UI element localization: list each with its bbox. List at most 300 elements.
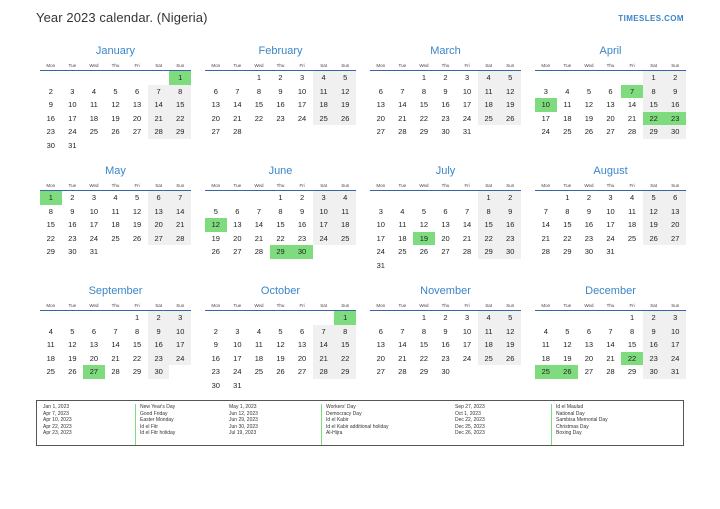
day-cell[interactable]: 12 — [499, 325, 521, 339]
day-cell[interactable]: 18 — [334, 218, 356, 232]
holiday-day-cell[interactable]: 10 — [535, 98, 557, 112]
day-cell[interactable]: 13 — [441, 220, 450, 229]
day-cell[interactable]: 21 — [462, 233, 472, 243]
day-cell[interactable]: 8 — [421, 86, 426, 96]
day-cell[interactable]: 24 — [664, 352, 686, 366]
day-cell[interactable]: 20 — [148, 218, 170, 232]
day-cell[interactable]: 13 — [211, 100, 220, 109]
day-cell[interactable]: 6 — [235, 206, 240, 216]
day-cell[interactable]: 15 — [334, 338, 356, 352]
day-cell[interactable]: 13 — [606, 100, 615, 109]
day-cell[interactable]: 7 — [608, 326, 613, 336]
day-cell[interactable]: 26 — [211, 247, 220, 256]
day-cell[interactable]: 9 — [213, 340, 218, 349]
day-cell[interactable]: 2 — [443, 73, 448, 82]
day-cell[interactable]: 2 — [278, 73, 283, 82]
holiday-day-cell[interactable]: 1 — [334, 311, 356, 325]
day-cell[interactable]: 24 — [68, 127, 77, 136]
day-cell[interactable]: 25 — [313, 112, 335, 126]
day-cell[interactable]: 16 — [211, 353, 220, 363]
day-cell[interactable]: 11 — [255, 340, 263, 349]
day-cell[interactable]: 12 — [68, 340, 77, 349]
day-cell[interactable]: 24 — [313, 232, 335, 246]
day-cell[interactable]: 1 — [629, 313, 635, 322]
day-cell[interactable]: 29 — [169, 125, 191, 139]
day-cell[interactable]: 17 — [297, 100, 307, 109]
holiday-day-cell[interactable]: 22 — [643, 112, 665, 126]
day-cell[interactable]: 31 — [233, 380, 242, 390]
day-cell[interactable]: 30 — [664, 125, 686, 139]
day-cell[interactable]: 2 — [70, 193, 75, 202]
day-cell[interactable]: 27 — [148, 232, 170, 246]
day-cell[interactable]: 30 — [68, 247, 77, 256]
day-cell[interactable]: 15 — [46, 220, 55, 229]
day-cell[interactable]: 18 — [313, 98, 335, 112]
day-cell[interactable]: 6 — [213, 86, 218, 96]
day-cell[interactable]: 11 — [90, 100, 98, 109]
day-cell[interactable]: 20 — [606, 113, 615, 123]
day-cell[interactable]: 29 — [132, 367, 142, 376]
day-cell[interactable]: 3 — [378, 206, 383, 216]
day-cell[interactable]: 13 — [376, 340, 385, 349]
day-cell[interactable]: 10 — [462, 86, 472, 96]
day-cell[interactable]: 9 — [299, 206, 305, 216]
day-cell[interactable]: 21 — [169, 218, 191, 232]
day-cell[interactable]: 19 — [132, 220, 142, 229]
day-cell[interactable]: 24 — [462, 353, 472, 363]
day-cell[interactable]: 27 — [664, 232, 686, 246]
day-cell[interactable]: 27 — [441, 247, 450, 256]
day-cell[interactable]: 21 — [148, 112, 170, 126]
day-cell[interactable]: 25 — [89, 127, 99, 136]
day-cell[interactable]: 31 — [376, 260, 385, 270]
day-cell[interactable]: 19 — [111, 113, 120, 123]
day-cell[interactable]: 24 — [462, 113, 472, 123]
day-cell[interactable]: 16 — [643, 338, 665, 352]
day-cell[interactable]: 30 — [211, 380, 220, 390]
day-cell[interactable]: 18 — [111, 220, 120, 229]
day-cell[interactable]: 29 — [643, 125, 665, 139]
day-cell[interactable]: 3 — [464, 313, 470, 322]
day-cell[interactable]: 20 — [233, 233, 242, 243]
day-cell[interactable]: 12 — [499, 85, 521, 99]
day-cell[interactable]: 29 — [46, 247, 55, 256]
day-cell[interactable]: 16 — [276, 100, 285, 109]
day-cell[interactable]: 13 — [148, 205, 170, 219]
day-cell[interactable]: 21 — [313, 352, 335, 366]
day-cell[interactable]: 24 — [89, 233, 99, 243]
day-cell[interactable]: 21 — [627, 113, 637, 123]
day-cell[interactable]: 5 — [421, 206, 426, 216]
day-cell[interactable]: 23 — [46, 127, 55, 136]
day-cell[interactable]: 24 — [541, 127, 550, 136]
day-cell[interactable]: 13 — [233, 220, 242, 229]
day-cell[interactable]: 12 — [276, 340, 285, 349]
day-cell[interactable]: 19 — [276, 353, 285, 363]
day-cell[interactable]: 25 — [46, 367, 55, 376]
day-cell[interactable]: 14 — [541, 220, 550, 229]
day-cell[interactable]: 7 — [400, 86, 405, 96]
day-cell[interactable]: 20 — [584, 353, 594, 363]
day-cell[interactable]: 29 — [563, 247, 572, 256]
day-cell[interactable]: 20 — [376, 353, 385, 363]
day-cell[interactable]: 3 — [313, 191, 335, 205]
day-cell[interactable]: 17 — [541, 113, 550, 123]
day-cell[interactable]: 6 — [299, 326, 305, 336]
day-cell[interactable]: 29 — [419, 127, 429, 136]
day-cell[interactable]: 7 — [113, 326, 118, 336]
day-cell[interactable]: 5 — [134, 193, 140, 202]
day-cell[interactable]: 26 — [68, 367, 77, 376]
day-cell[interactable]: 8 — [565, 206, 570, 216]
day-cell[interactable]: 3 — [235, 326, 240, 336]
day-cell[interactable]: 23 — [297, 233, 307, 243]
day-cell[interactable]: 11 — [46, 340, 55, 349]
day-cell[interactable]: 20 — [664, 218, 686, 232]
holiday-day-cell[interactable]: 1 — [40, 191, 62, 205]
day-cell[interactable]: 8 — [169, 85, 191, 99]
day-cell[interactable]: 2 — [664, 71, 686, 85]
day-cell[interactable]: 17 — [462, 100, 472, 109]
day-cell[interactable]: 15 — [169, 98, 191, 112]
day-cell[interactable]: 7 — [256, 206, 261, 216]
day-cell[interactable]: 26 — [419, 247, 429, 256]
day-cell[interactable]: 22 — [169, 112, 191, 126]
day-cell[interactable]: 16 — [297, 220, 307, 229]
day-cell[interactable]: 21 — [398, 113, 407, 123]
day-cell[interactable]: 2 — [299, 193, 305, 202]
day-cell[interactable]: 14 — [148, 98, 170, 112]
holiday-day-cell[interactable]: 22 — [621, 352, 643, 366]
day-cell[interactable]: 18 — [46, 353, 55, 363]
day-cell[interactable]: 24 — [297, 113, 307, 123]
day-cell[interactable]: 22 — [419, 353, 429, 363]
day-cell[interactable]: 8 — [421, 326, 426, 336]
day-cell[interactable]: 4 — [256, 326, 261, 336]
day-cell[interactable]: 16 — [499, 218, 521, 232]
day-cell[interactable]: 21 — [233, 113, 242, 123]
day-cell[interactable]: 12 — [643, 205, 665, 219]
day-cell[interactable]: 25 — [334, 232, 356, 246]
day-cell[interactable]: 15 — [419, 340, 429, 349]
day-cell[interactable]: 3 — [169, 311, 191, 325]
day-cell[interactable]: 8 — [334, 325, 356, 339]
day-cell[interactable]: 2 — [443, 313, 448, 322]
day-cell[interactable]: 3 — [299, 73, 305, 82]
day-cell[interactable]: 14 — [169, 205, 191, 219]
day-cell[interactable]: 6 — [91, 326, 96, 336]
day-cell[interactable]: 18 — [627, 220, 637, 229]
day-cell[interactable]: 23 — [441, 353, 450, 363]
day-cell[interactable]: 9 — [443, 326, 448, 336]
day-cell[interactable]: 7 — [543, 206, 548, 216]
day-cell[interactable]: 6 — [443, 206, 448, 216]
day-cell[interactable]: 30 — [148, 365, 170, 379]
day-cell[interactable]: 21 — [254, 233, 264, 243]
day-cell[interactable]: 12 — [132, 206, 142, 216]
day-cell[interactable]: 21 — [606, 353, 615, 363]
day-cell[interactable]: 31 — [664, 365, 686, 379]
day-cell[interactable]: 27 — [211, 127, 220, 136]
day-cell[interactable]: 7 — [235, 86, 240, 96]
day-cell[interactable]: 1 — [278, 193, 283, 202]
day-cell[interactable]: 5 — [643, 191, 665, 205]
day-cell[interactable]: 27 — [297, 367, 307, 376]
day-cell[interactable]: 21 — [541, 233, 550, 243]
day-cell[interactable]: 28 — [398, 127, 407, 136]
day-cell[interactable]: 11 — [111, 206, 120, 216]
day-cell[interactable]: 15 — [643, 98, 665, 112]
day-cell[interactable]: 19 — [563, 353, 572, 363]
day-cell[interactable]: 2 — [148, 311, 170, 325]
day-cell[interactable]: 19 — [499, 98, 521, 112]
day-cell[interactable]: 9 — [499, 205, 521, 219]
day-cell[interactable]: 28 — [462, 247, 472, 256]
day-cell[interactable]: 25 — [627, 233, 637, 243]
day-cell[interactable]: 18 — [89, 113, 99, 123]
day-cell[interactable]: 4 — [334, 191, 356, 205]
day-cell[interactable]: 1 — [478, 191, 500, 205]
day-cell[interactable]: 28 — [313, 365, 335, 379]
day-cell[interactable]: 19 — [68, 353, 77, 363]
day-cell[interactable]: 20 — [211, 113, 220, 123]
day-cell[interactable]: 31 — [89, 247, 99, 256]
day-cell[interactable]: 28 — [169, 232, 191, 246]
day-cell[interactable]: 7 — [148, 85, 170, 99]
day-cell[interactable]: 4 — [400, 206, 405, 216]
day-cell[interactable]: 15 — [419, 100, 429, 109]
day-cell[interactable]: 2 — [213, 326, 218, 336]
day-cell[interactable]: 4 — [565, 86, 570, 96]
holiday-day-cell[interactable]: 25 — [535, 365, 557, 379]
day-cell[interactable]: 25 — [478, 352, 500, 366]
day-cell[interactable]: 12 — [334, 85, 356, 99]
holiday-day-cell[interactable]: 7 — [621, 85, 643, 99]
day-cell[interactable]: 24 — [376, 247, 385, 256]
day-cell[interactable]: 6 — [148, 191, 170, 205]
day-cell[interactable]: 22 — [419, 113, 429, 123]
day-cell[interactable]: 12 — [419, 220, 429, 229]
day-cell[interactable]: 10 — [297, 86, 307, 96]
day-cell[interactable]: 28 — [254, 247, 264, 256]
day-cell[interactable]: 6 — [378, 326, 383, 336]
day-cell[interactable]: 28 — [148, 125, 170, 139]
day-cell[interactable]: 29 — [627, 367, 637, 376]
day-cell[interactable]: 16 — [148, 338, 170, 352]
day-cell[interactable]: 22 — [254, 113, 264, 123]
day-cell[interactable]: 22 — [334, 352, 356, 366]
day-cell[interactable]: 27 — [233, 247, 242, 256]
day-cell[interactable]: 1 — [565, 193, 570, 202]
day-cell[interactable]: 14 — [313, 338, 335, 352]
day-cell[interactable]: 3 — [70, 86, 75, 96]
day-cell[interactable]: 19 — [334, 98, 356, 112]
day-cell[interactable]: 11 — [541, 340, 550, 349]
day-cell[interactable]: 28 — [398, 367, 407, 376]
day-cell[interactable]: 14 — [233, 100, 242, 109]
day-cell[interactable]: 17 — [313, 218, 335, 232]
day-cell[interactable]: 19 — [643, 218, 665, 232]
day-cell[interactable]: 11 — [563, 100, 572, 109]
day-cell[interactable]: 7 — [313, 325, 335, 339]
day-cell[interactable]: 3 — [91, 193, 96, 202]
day-cell[interactable]: 5 — [499, 71, 521, 85]
day-cell[interactable]: 7 — [400, 326, 405, 336]
day-cell[interactable]: 10 — [376, 220, 385, 229]
day-cell[interactable]: 13 — [297, 340, 307, 349]
day-cell[interactable]: 4 — [113, 193, 118, 202]
holiday-day-cell[interactable]: 19 — [413, 232, 435, 246]
day-cell[interactable]: 14 — [462, 220, 472, 229]
day-cell[interactable]: 18 — [563, 113, 572, 123]
day-cell[interactable]: 17 — [169, 338, 191, 352]
day-cell[interactable]: 31 — [606, 247, 615, 256]
day-cell[interactable]: 22 — [46, 233, 55, 243]
day-cell[interactable]: 29 — [419, 367, 429, 376]
day-cell[interactable]: 22 — [478, 232, 500, 246]
day-cell[interactable]: 16 — [68, 220, 77, 229]
day-cell[interactable]: 3 — [464, 73, 470, 82]
day-cell[interactable]: 13 — [584, 340, 594, 349]
day-cell[interactable]: 17 — [68, 113, 77, 123]
day-cell[interactable]: 27 — [132, 127, 142, 136]
day-cell[interactable]: 24 — [169, 352, 191, 366]
day-cell[interactable]: 27 — [584, 367, 594, 376]
day-cell[interactable]: 16 — [441, 100, 450, 109]
day-cell[interactable]: 6 — [378, 86, 383, 96]
day-cell[interactable]: 19 — [499, 338, 521, 352]
day-cell[interactable]: 1 — [421, 313, 426, 322]
day-cell[interactable]: 25 — [254, 367, 264, 376]
day-cell[interactable]: 16 — [664, 98, 686, 112]
day-cell[interactable]: 10 — [462, 326, 472, 336]
day-cell[interactable]: 3 — [664, 311, 686, 325]
day-cell[interactable]: 31 — [462, 127, 472, 136]
day-cell[interactable]: 14 — [606, 340, 615, 349]
day-cell[interactable]: 2 — [643, 311, 665, 325]
day-cell[interactable]: 15 — [478, 218, 500, 232]
day-cell[interactable]: 4 — [543, 326, 548, 336]
day-cell[interactable]: 12 — [584, 100, 594, 109]
day-cell[interactable]: 26 — [132, 233, 142, 243]
day-cell[interactable]: 8 — [134, 326, 140, 336]
day-cell[interactable]: 18 — [254, 353, 264, 363]
day-cell[interactable]: 9 — [70, 206, 75, 216]
day-cell[interactable]: 13 — [376, 100, 385, 109]
day-cell[interactable]: 17 — [462, 340, 472, 349]
day-cell[interactable]: 30 — [499, 245, 521, 259]
day-cell[interactable]: 15 — [132, 340, 142, 349]
day-cell[interactable]: 25 — [398, 247, 407, 256]
day-cell[interactable]: 19 — [584, 113, 594, 123]
day-cell[interactable]: 5 — [565, 326, 570, 336]
day-cell[interactable]: 9 — [278, 86, 283, 96]
day-cell[interactable]: 4 — [629, 193, 635, 202]
day-cell[interactable]: 25 — [111, 233, 120, 243]
day-cell[interactable]: 9 — [586, 206, 591, 216]
day-cell[interactable]: 30 — [46, 140, 55, 150]
day-cell[interactable]: 27 — [376, 367, 385, 376]
day-cell[interactable]: 17 — [606, 220, 615, 229]
day-cell[interactable]: 10 — [89, 206, 99, 216]
day-cell[interactable]: 11 — [313, 85, 335, 99]
day-cell[interactable]: 20 — [132, 113, 142, 123]
day-cell[interactable]: 17 — [233, 353, 242, 363]
day-cell[interactable]: 10 — [68, 100, 77, 109]
day-cell[interactable]: 2 — [586, 193, 591, 202]
day-cell[interactable]: 29 — [478, 245, 500, 259]
day-cell[interactable]: 21 — [111, 353, 120, 363]
day-cell[interactable]: 23 — [441, 113, 450, 123]
day-cell[interactable]: 13 — [664, 205, 686, 219]
day-cell[interactable]: 11 — [478, 85, 500, 99]
day-cell[interactable]: 18 — [541, 353, 550, 363]
day-cell[interactable]: 18 — [478, 98, 500, 112]
day-cell[interactable]: 28 — [233, 127, 242, 136]
day-cell[interactable]: 28 — [627, 127, 637, 136]
day-cell[interactable]: 8 — [256, 86, 261, 96]
day-cell[interactable]: 16 — [46, 113, 55, 123]
day-cell[interactable]: 11 — [398, 220, 407, 229]
day-cell[interactable]: 17 — [376, 233, 385, 243]
day-cell[interactable]: 10 — [313, 205, 335, 219]
day-cell[interactable]: 1 — [256, 73, 261, 82]
day-cell[interactable]: 8 — [478, 205, 500, 219]
day-cell[interactable]: 27 — [376, 127, 385, 136]
day-cell[interactable]: 4 — [478, 71, 500, 85]
day-cell[interactable]: 14 — [254, 220, 264, 229]
day-cell[interactable]: 20 — [441, 233, 450, 243]
day-cell[interactable]: 6 — [134, 86, 140, 96]
day-cell[interactable]: 30 — [441, 127, 450, 136]
day-cell[interactable]: 24 — [606, 233, 615, 243]
day-cell[interactable]: 3 — [543, 86, 548, 96]
day-cell[interactable]: 5 — [334, 71, 356, 85]
day-cell[interactable]: 22 — [132, 353, 142, 363]
day-cell[interactable]: 4 — [478, 311, 500, 325]
day-cell[interactable]: 22 — [563, 233, 572, 243]
day-cell[interactable]: 26 — [334, 112, 356, 126]
day-cell[interactable]: 8 — [643, 85, 665, 99]
day-cell[interactable]: 31 — [68, 140, 77, 150]
day-cell[interactable]: 4 — [48, 326, 53, 336]
day-cell[interactable]: 9 — [148, 325, 170, 339]
day-cell[interactable]: 16 — [441, 340, 450, 349]
day-cell[interactable]: 30 — [441, 367, 450, 376]
day-cell[interactable]: 23 — [148, 352, 170, 366]
day-cell[interactable]: 16 — [584, 220, 594, 229]
day-cell[interactable]: 4 — [313, 71, 335, 85]
day-cell[interactable]: 12 — [563, 340, 572, 349]
day-cell[interactable]: 8 — [48, 206, 53, 216]
day-cell[interactable]: 1 — [643, 71, 665, 85]
day-cell[interactable]: 19 — [211, 233, 220, 243]
day-cell[interactable]: 9 — [48, 100, 53, 109]
holiday-day-cell[interactable]: 29 — [270, 245, 292, 259]
day-cell[interactable]: 5 — [499, 311, 521, 325]
holiday-day-cell[interactable]: 12 — [205, 218, 227, 232]
day-cell[interactable]: 30 — [643, 365, 665, 379]
day-cell[interactable]: 6 — [586, 326, 591, 336]
day-cell[interactable]: 10 — [169, 325, 191, 339]
day-cell[interactable]: 8 — [278, 206, 283, 216]
day-cell[interactable]: 9 — [643, 325, 665, 339]
day-cell[interactable]: 23 — [276, 113, 285, 123]
day-cell[interactable]: 5 — [213, 206, 218, 216]
day-cell[interactable]: 26 — [584, 127, 594, 136]
day-cell[interactable]: 28 — [541, 247, 550, 256]
day-cell[interactable]: 5 — [278, 326, 283, 336]
